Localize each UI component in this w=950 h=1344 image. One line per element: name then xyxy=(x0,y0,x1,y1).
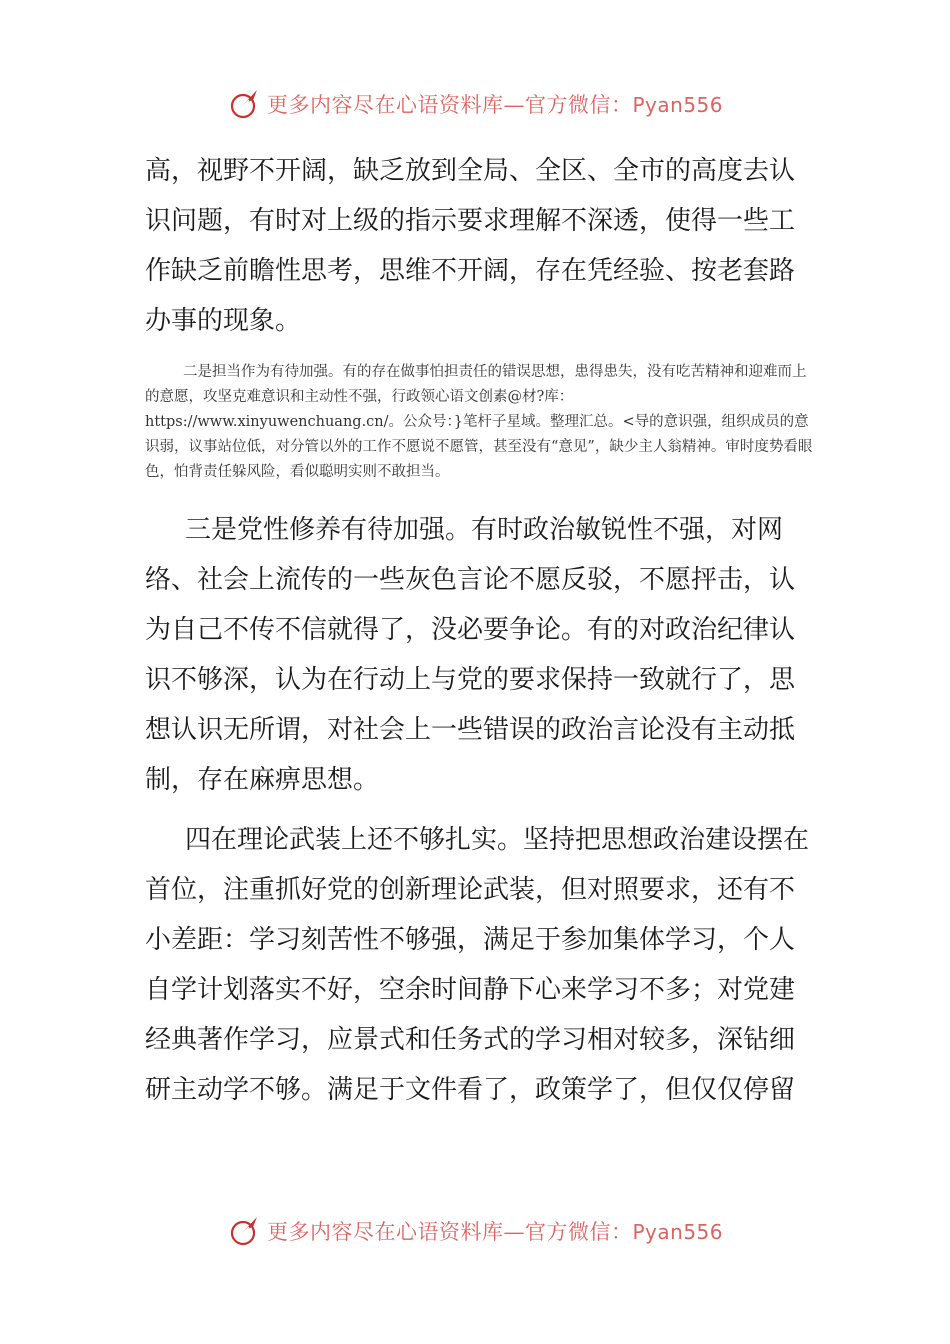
paragraph-party-spirit: 三是党性修养有待加强。有时政治敏锐性不强，对网络、社会上流传的一些灰色言论不愿反驳，不愿抨击，认为自己不传不信就得了，没必要争论。有的对政治纪律认识不够深，认为在行动上与党的要求保持一致就行了，思想认识无所谓，对社会上一些错误的政治言论没有主动抵制，存在麻痹思想。 xyxy=(145,515,796,795)
header-watermark xyxy=(0,84,950,124)
footer-watermark xyxy=(0,1211,950,1251)
paragraph-theory-study: 四在理论武装上还不够扎实。坚持把思想政治建设摆在首位，注重抓好党的创新理论武装，但对照要求，还有不小差距：学习刻苦性不够强，满足于参加集体学习，个人自学计划落实不好，空余时间静下心来学习不多；对党建经典著作学习，应景式和任务式的学习相对较多，深钻细研主动学不够。满足于文件看了，政策学了，但仅仅停留 xyxy=(145,825,810,1105)
watermark-text: 更多内容尽在心语资料库—官方微信：Pyan556 xyxy=(266,93,723,117)
quill-logo-icon xyxy=(227,1213,263,1249)
watermark-handle: Pyan556 xyxy=(632,93,723,117)
document-body xyxy=(145,146,820,1115)
paragraph-continued: 高，视野不开阔，缺乏放到全局、全区、全市的高度去认识问题，有时对上级的指示要求理解不深透，使得一些工作缺乏前瞻性思考，思维不开阔，存在凭经验、按老套路办事的现象。 xyxy=(145,156,796,336)
paragraph-small-print: 二是担当作为有待加强。有的存在做事怕担责任的错误思想，患得患失，没有吃苦精神和迎难而上的意愿，攻坚克难意识和主动性不强，行政领心语文创素@材?库：https://www.xinyuwenchuang.cn/。公众号：}笔杆子星域。整理汇总。<导的意识强，组织成员的意识弱，议事站位低，对分管以外的工作不愿说不愿管，甚至没有“意见”，缺少主人翁精神。审时度势看眼色，怕背责任躲风险，看似聪明实则不敢担当。 xyxy=(145,364,813,480)
watermark-text: 更多内容尽在心语资料库—官方微信：Pyan556 xyxy=(266,1220,723,1244)
quill-logo-icon xyxy=(227,86,263,122)
watermark-handle: Pyan556 xyxy=(632,1220,723,1244)
